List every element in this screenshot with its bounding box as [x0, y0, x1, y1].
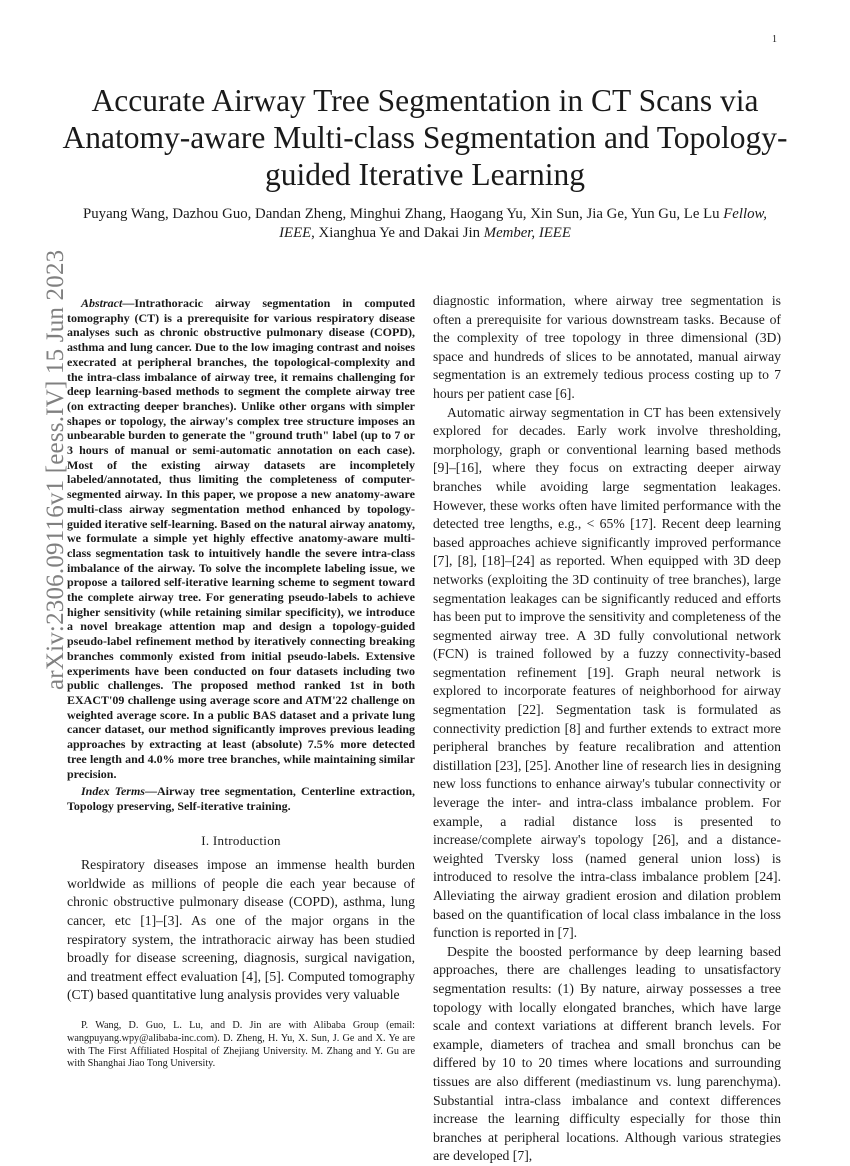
body-paragraph: Despite the boosted performance by deep learning based approaches, there are challenges leading to unsatisfactory segmentation results: (1) By nature, airway possesses a tree topology with locally elongated branches, which have large scale and context variations at different branch levels. For example, diameters of trachea and small bronchus can be differed by 10 to 20 times where locations and surrounding tissues are also different (mediastinum vs. lung parenchyma). Substantial intra-class imbalance and context differences increase the learning difficulty especially for those thin branches at peripheral locations. Although various strategies are developed [7],	[433, 943, 781, 1164]
arxiv-identifier: arXiv:2306.09116v1 [eess.IV] 15 Jun 2023	[42, 249, 69, 690]
abstract-lead: Abstract	[81, 296, 123, 310]
authors-fellow-title: Fellow, IEEE	[279, 206, 767, 241]
index-terms	[67, 784, 415, 813]
authors-member-title: Member, IEEE	[483, 225, 571, 241]
body-paragraph: diagnostic information, where airway tree segmentation is often a prerequisite for various downstream tasks. Because of the complexity of tree topology in three dimensional (3D) space and hundreds of slices to be annotated, manual airway segmentation is an extremely tedious process costing up to 7 hours per patient case [6].	[433, 293, 781, 401]
abstract	[67, 296, 415, 781]
authors-part-1: Puyang Wang, Dazhou Guo, Dandan Zheng, Minghui Zhang, Haogang Yu, Xin Sun, Jia Ge, Yun Gu, Le Lu	[83, 206, 724, 222]
right-column	[433, 292, 781, 1166]
affiliation-footnote: P. Wang, D. Guo, L. Lu, and D. Jin are with Alibaba Group (email: wangpuyang.wpy@alibaba-inc.com). D. Zheng, H. Yu, X. Sun, J. Ge and X. Ye are with The First Affiliated Hospital of Zhejiang University. M. Zhang and Y. Gu are with Shanghai Jiao Tong University.	[67, 1020, 415, 1070]
intro-paragraph: Respiratory diseases impose an immense health burden worldwide as millions of people die each year because of chronic obstructive pulmonary disease (COPD), asthma, lung cancer, etc [1]–[3]. As one of the major organs in the respiratory system, the intrathoracic airway has been studied broadly for disease screening, diagnosis, surgical navigation, and treatment effect evaluation [4], [5]. Computed tomography (CT) based quantitative lung analysis provides very valuable	[67, 857, 415, 1003]
index-terms-lead: Index Terms	[81, 784, 145, 799]
section-heading-introduction: I. Introduction	[201, 832, 281, 848]
body-paragraph: Automatic airway segmentation in CT has been extensively explored for decades. Early work involve thresholding, morphology, graph or conventional learning based methods [9]–[16], where they focus on extracting deeper airway branches while avoiding large segmentation leakages. However, these works often have limited performance with the detected tree lengths, e.g., < 65% [17]. Recent deep learning based approaches achieve significantly improved performance [7], [8], [18]–[24] as reported. When equipped with 3D deep networks (exploiting the 3D continuity of tree branches), large segmentation leakages can be significantly reduced and efforts has been put to improve the sensitivity and completeness of the segmented airway tree. A 3D fully convolutional network (FCN) is trained followed by a fuzzy connectivity-based segmentation refinement [19]. Graph neural network is explored to incorporate features of neighborhood for airway segmentation [22]. Segmentation task is formulated as connectivity prediction [8] and further extends to extract more peripheral branches by feature recalibration and attention distillation [23], [25]. Another line of research lies in designing new loss functions to enhance airway's tubular connectivity or leverage the inter- and intra-class imbalance problem. For example, a radial distance loss is presented to increase/complete airway's topology [26], and a distance-weighted Tversky loss (named general union loss) is introduced to resolve the intra-class imbalance problem [24]. Alleviating the airway gradient erosion and dilation problem based on the quantification of local class imbalance in the loss function is reported in [7].	[433, 404, 781, 941]
authors-part-2: , Xianghua Ye and Dakai Jin	[311, 225, 484, 241]
author-list	[80, 205, 770, 243]
paper-title: Accurate Airway Tree Segmentation in CT Scans via Anatomy-aware Multi-class Segmentation and Topology-guided Iterative Learning	[62, 83, 788, 192]
index-terms-text: —Airway tree segmentation, Centerline extraction, Topology preserving, Self-iterative training.	[67, 784, 415, 813]
page-number: 1	[772, 34, 777, 45]
left-column	[67, 296, 415, 1005]
abstract-text: —Intrathoracic airway segmentation in computed tomography (CT) is a prerequisite for various respiratory disease analyses such as chronic obstructive pulmonary disease (COPD), asthma and lung cancer. Due to the low imaging contrast and noises execrated at peripheral branches, the topological-complexity and the intra-class imbalance of airway tree, it remains challenging for deep learning-based methods to segment the complete airway tree (on extracting deeper branches). Unlike other organs with simpler shapes or topology, the airway's complex tree structure imposes an unbearable burden to generate the "ground truth" label (up to 7 or 3 hours of manual or semi-automatic annotation on each case). Most of the existing airway datasets are incompletely labeled/annotated, thus limiting the completeness of computer-segmented airway. In this paper, we propose a new anatomy-aware multi-class airway segmentation method enhanced by topology-guided iterative self-learning. Based on the natural airway anatomy, we formulate a simple yet highly effective anatomy-aware multi-class segmentation task to intuitively handle the severe intra-class imbalance of the airway. To solve the incomplete labeling issue, we propose a tailored self-iterative learning scheme to segment toward the complete airway tree. For generating pseudo-labels to achieve higher sensitivity (while retaining similar specificity), we introduce a novel breakage attention map and design a topology-guided pseudo-label refinement method by iteratively connecting breaking branches commonly existed from initial pseudo-labels. Extensive experiments have been conducted on four datasets including two public challenges. The proposed method ranked 1st in both EXACT'09 challenge using average score and ATM'22 challenge on weighted average score. In a public BAS dataset and a private lung cancer dataset, our method significantly improves previous leading approaches by extracting at least (absolute) 7.5% more detected tree length and 4.0% more tree branches, while maintaining similar precision.	[67, 296, 415, 781]
